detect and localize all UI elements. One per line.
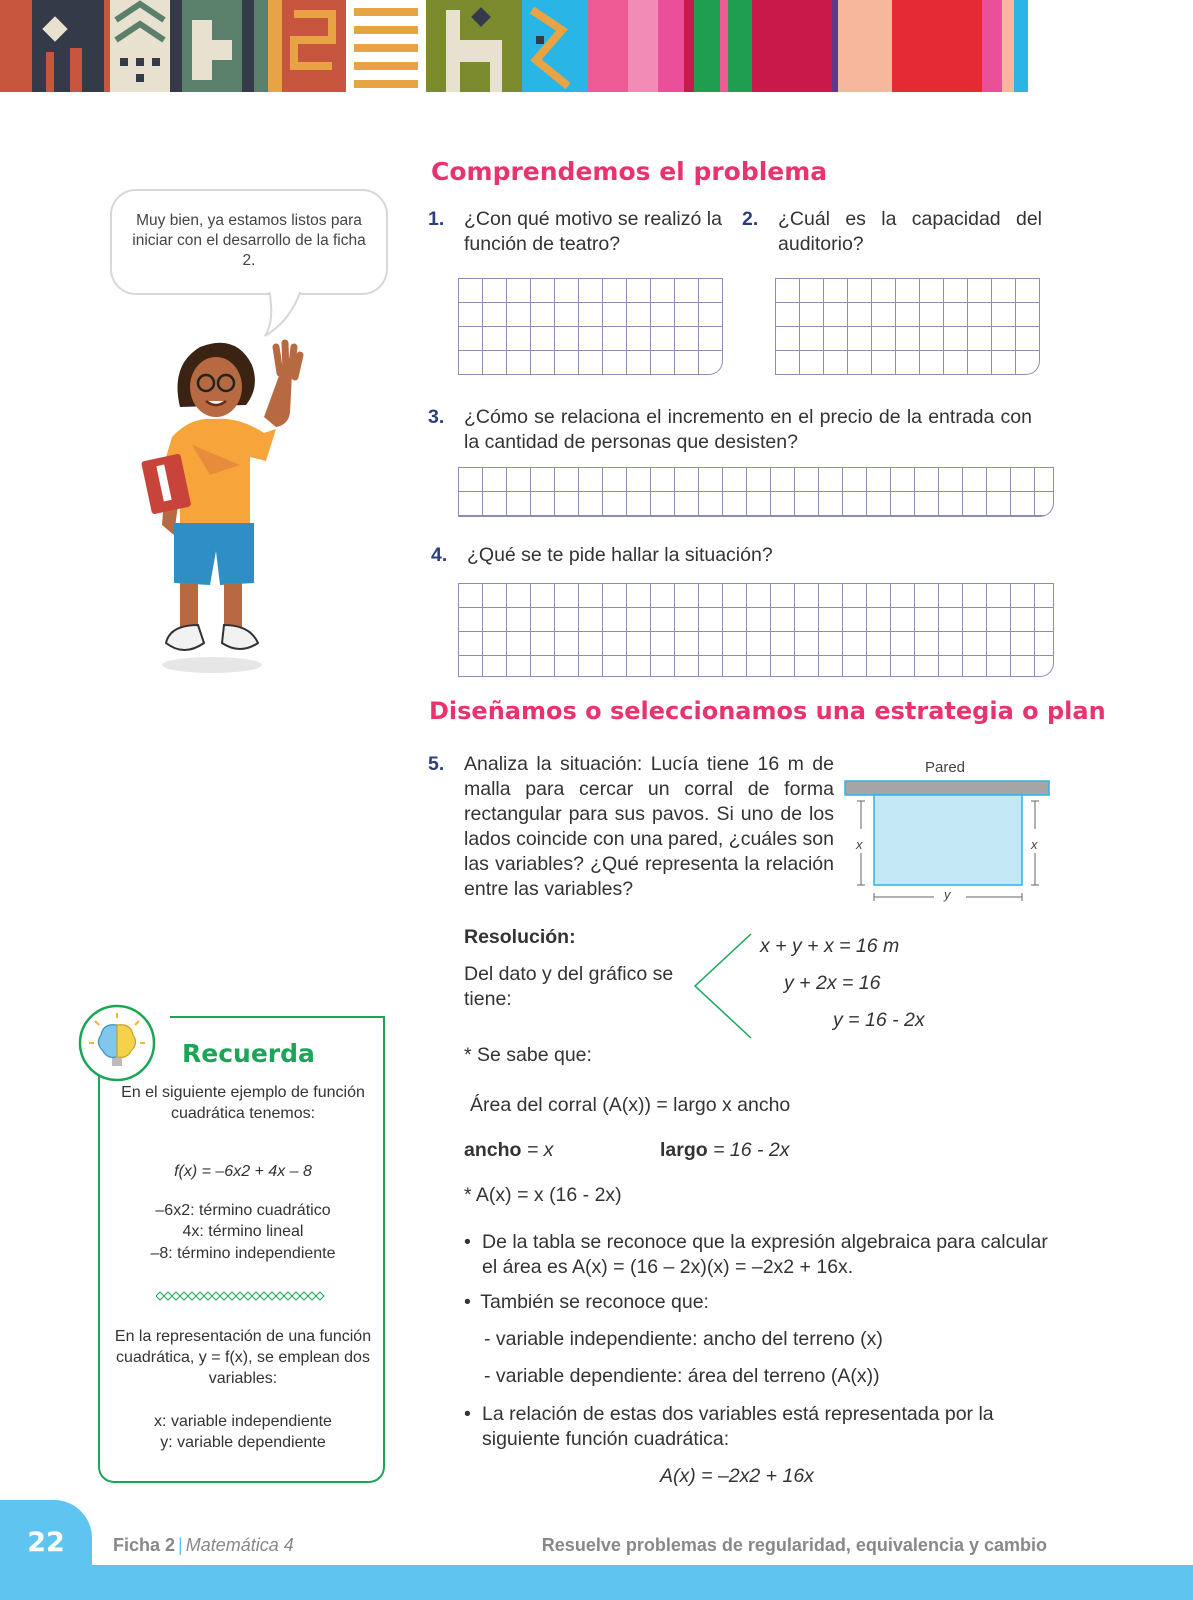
- zigzag-pattern-icon: [522, 0, 588, 92]
- equation-1: x + y + x = 16 m: [760, 935, 900, 957]
- bullet-3-text: La relación de estas dos variables está representada por la siguiente función cuadrática:: [482, 1403, 994, 1450]
- footer-book: Matemática 4: [185, 1535, 294, 1555]
- recuerda-example: f(x) = –6x2 + 4x – 8: [174, 1163, 312, 1180]
- ancho-definition: [464, 1139, 553, 1162]
- bullet-2: [464, 1291, 709, 1314]
- stripes-pattern-icon: [346, 0, 426, 92]
- recuerda-representation: En la representación de una función cuadrática, y = f(x), se emplean dos variables:: [114, 1328, 372, 1387]
- ancho-value: = x: [526, 1139, 554, 1161]
- question-number: 3.: [428, 406, 445, 428]
- question-3: [428, 405, 1032, 455]
- recuerda-term-linear: 4x: término lineal: [182, 1223, 304, 1240]
- bullet-1-text: De la tabla se reconoce que la expresión algebraica para calcular el área es A(x) = (16 – 2x)(x) = –2x2 + 16x.: [482, 1231, 1048, 1278]
- answer-grid-4[interactable]: [458, 583, 1054, 677]
- question-text: Analiza la situación: Lucía tiene 16 m de malla para cercar un corral de forma rectangular para sus pavos. Si uno de los lados coincide con una pared, ¿cuáles son las variables? ¿Qué representa la relación entre las variables?: [464, 753, 834, 900]
- student-waving-illustration: [140, 325, 310, 675]
- answer-grid-1[interactable]: [458, 278, 723, 375]
- answer-grid-2[interactable]: [775, 278, 1040, 375]
- largo-value: = 16 - 2x: [713, 1139, 790, 1161]
- footer-subject: Resuelve problemas de regularidad, equivalencia y cambio: [541, 1535, 1047, 1555]
- brain-lightbulb-icon: [77, 1003, 157, 1083]
- question-number: 4.: [431, 544, 448, 566]
- llama-pattern-icon-2: [426, 0, 522, 92]
- wall-label: Pared: [925, 759, 966, 776]
- dependent-variable: - variable dependiente: área del terreno (A(x)): [484, 1365, 880, 1387]
- question-number: 5.: [428, 753, 445, 775]
- section-heading-disenamos: Diseñamos o seleccionamos una estrategia o plan: [429, 697, 1106, 725]
- ax-expression: * A(x) = x (16 - 2x): [464, 1184, 622, 1206]
- side-label-left: x: [856, 837, 863, 852]
- bullet-dot: •: [464, 1231, 471, 1253]
- answer-grid-3[interactable]: [458, 467, 1054, 517]
- ancho-label: ancho: [464, 1139, 522, 1161]
- question-text: ¿Cuál es la capacidad del auditorio?: [778, 208, 1042, 255]
- footer-bar: [0, 1565, 1193, 1600]
- question-number: 1.: [428, 208, 445, 230]
- resolution-title: Resolución:: [464, 926, 576, 948]
- bullet-2-text: También se reconoce que:: [480, 1291, 709, 1313]
- resolution-intro: Del dato y del gráfico se tiene:: [464, 963, 674, 1010]
- question-text: ¿Con qué motivo se realizó la función de teatro?: [464, 208, 722, 255]
- decorative-banner: [0, 0, 1193, 92]
- question-2: [742, 207, 1042, 257]
- bullet-1: [464, 1230, 1058, 1280]
- largo-label: largo: [660, 1139, 708, 1161]
- geometric-pattern-icon: [110, 0, 170, 92]
- final-function: A(x) = –2x2 + 16x: [660, 1465, 814, 1487]
- footer-ficha-label: Ficha 2: [113, 1535, 176, 1555]
- equation-3: y = 16 - 2x: [833, 1009, 925, 1031]
- question-text: ¿Cómo se relaciona el incremento en el precio de la entrada con la cantidad de personas que desisten?: [464, 406, 1032, 453]
- bullet-dot: •: [464, 1403, 471, 1425]
- recuerda-variable-y: y: variable dependiente: [160, 1434, 326, 1451]
- recuerda-term-quadratic: –6x2: término cuadrático: [155, 1202, 331, 1219]
- question-5: [428, 752, 834, 902]
- known-line: * Se sabe que:: [464, 1044, 592, 1066]
- speech-bubble: [110, 189, 388, 295]
- stepped-pattern-icon: [182, 0, 268, 92]
- largo-definition: [660, 1139, 790, 1162]
- equation-2: y + 2x = 16: [784, 972, 881, 994]
- footer-ficha: [113, 1535, 294, 1556]
- independent-variable: - variable independiente: ancho del terreno (x): [484, 1328, 883, 1350]
- llama-pattern-icon: [26, 0, 110, 92]
- question-1: [428, 207, 726, 257]
- zigzag-divider: [156, 1290, 332, 1302]
- question-4: [431, 543, 1035, 568]
- footer-separator: |: [178, 1535, 183, 1555]
- fret-pattern-icon: [282, 0, 346, 92]
- side-label-right: x: [1031, 837, 1038, 852]
- question-text: ¿Qué se te pide hallar la situación?: [467, 544, 773, 566]
- recuerda-variable-x: x: variable independiente: [154, 1413, 332, 1430]
- bottom-label: y: [944, 887, 951, 902]
- area-formula: Área del corral (A(x)) = largo x ancho: [470, 1094, 791, 1116]
- recuerda-title: Recuerda: [182, 1039, 315, 1068]
- bullet-3: [464, 1402, 1058, 1452]
- bracket-lines: [693, 932, 755, 1040]
- recuerda-intro: En el siguiente ejemplo de función cuadrática tenemos:: [121, 1084, 365, 1122]
- question-number: 2.: [742, 208, 759, 230]
- page-number: 22: [27, 1527, 65, 1558]
- recuerda-term-independent: –8: término independiente: [150, 1245, 336, 1262]
- section-heading-comprendemos: Comprendemos el problema: [431, 157, 828, 186]
- bullet-dot: •: [464, 1291, 471, 1313]
- speech-bubble-text: Muy bien, ya estamos listos para iniciar con el desarrollo de la ficha 2.: [132, 212, 366, 269]
